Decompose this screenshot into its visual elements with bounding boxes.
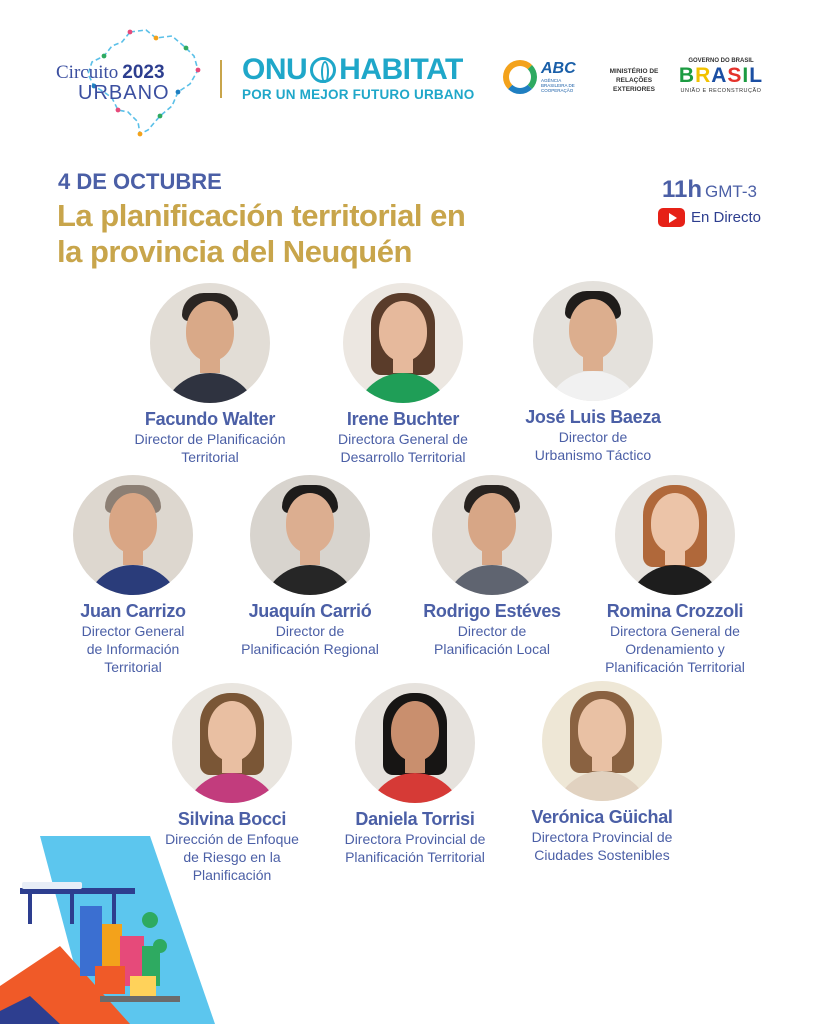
abc-logo — [503, 60, 583, 100]
ministerio-line1: MINISTÉRIO DE — [609, 68, 659, 75]
speaker-name: Romina Crozzoli — [606, 601, 744, 621]
speaker-name: Rodrigo Estéves — [423, 601, 561, 621]
speaker-card — [215, 475, 405, 658]
speaker-name: Silvina Bocci — [177, 809, 287, 829]
speaker-role-line1: Director de — [457, 623, 527, 639]
speaker-role-line2: Planificación Territorial — [345, 849, 485, 865]
brasil-letter: S — [727, 64, 743, 87]
speaker-name: Irene Buchter — [346, 409, 460, 429]
event-timezone: GMT-3 — [705, 182, 757, 201]
speaker-photo — [355, 683, 475, 803]
brasil-top-text: GOVERNO DO BRASIL — [688, 58, 754, 64]
brasil-letter: R — [695, 64, 712, 87]
circuito-urbano-logo — [52, 26, 202, 138]
speaker-name: Facundo Walter — [144, 409, 276, 429]
speaker-photo — [73, 475, 193, 595]
speaker-role-line1: Directora General de — [610, 623, 740, 639]
header-divider — [220, 60, 222, 98]
un-globe-icon — [310, 57, 336, 83]
speaker-role-line2: de Riesgo en la — [183, 849, 281, 865]
speaker-role-line3: Territorial — [104, 659, 162, 675]
speaker-role-line2: Urbanismo Táctico — [534, 447, 652, 463]
speaker-role-line2: Planificación Local — [434, 641, 550, 657]
speaker-role-line1: Director de Planificación — [134, 431, 286, 447]
speaker-photo — [150, 283, 270, 403]
brasil-letter: L — [749, 64, 764, 87]
speaker-name: Daniela Torrisi — [355, 809, 475, 829]
speaker-card — [498, 281, 688, 464]
brasil-letter: I — [742, 64, 750, 87]
speaker-photo — [172, 683, 292, 803]
event-title-line1: La planificación territorial en — [57, 198, 466, 233]
onu-tagline: POR UN MEJOR FUTURO URBANO — [242, 87, 475, 102]
speaker-role-line1: Director de — [275, 623, 345, 639]
speaker-card — [115, 283, 305, 466]
speaker-card — [320, 683, 510, 866]
circuito-word: Circuito — [56, 62, 119, 83]
speaker-role-line2: Ordenamiento y — [625, 641, 725, 657]
circuito-urbano-word: URBANO — [78, 82, 170, 104]
speaker-photo — [432, 475, 552, 595]
onu-word: ONU — [242, 53, 308, 86]
speaker-role-line2: Planificación Regional — [241, 641, 379, 657]
abc-name: ABC — [541, 60, 576, 77]
live-label: En Directo — [691, 209, 762, 226]
speaker-role-line2: Territorial — [181, 449, 239, 465]
ministerio-logo — [606, 67, 662, 94]
speaker-card — [38, 475, 228, 676]
speaker-role-line1: Directora General de — [338, 431, 468, 447]
circuito-year: 2023 — [122, 62, 165, 83]
speaker-card — [507, 681, 697, 864]
abc-subtitle: AGÊNCIA BRASILEIRA DE COOPERAÇÃO — [541, 78, 575, 93]
brasil-bottom-text: UNIÃO E RECONSTRUÇÃO — [680, 88, 762, 94]
governo-brasil-logo — [676, 58, 766, 94]
speaker-name: Juaquín Carrió — [248, 601, 372, 621]
speaker-role-line2: Ciudades Sostenibles — [534, 847, 670, 863]
speaker-card — [397, 475, 587, 658]
speaker-photo — [250, 475, 370, 595]
onu-habitat-logo — [242, 55, 474, 102]
habitat-word: HABITAT — [339, 53, 463, 86]
speaker-role-line2: Desarrollo Territorial — [340, 449, 466, 465]
brasil-letter: B — [678, 64, 696, 87]
ministerio-line3: EXTERIORES — [613, 86, 655, 93]
abc-ring-icon — [503, 60, 537, 94]
ministerio-line2: RELAÇÕES — [615, 77, 653, 84]
speaker-name: Verónica Güichal — [531, 807, 673, 827]
brasil-letter: A — [711, 64, 728, 87]
live-stream-link[interactable] — [658, 208, 761, 227]
event-title — [57, 198, 577, 270]
youtube-play-icon — [658, 208, 685, 227]
speaker-role-line1: Directora Provincial de — [344, 831, 486, 847]
speaker-name: José Luis Baeza — [525, 407, 661, 427]
speaker-role-line3: Planificación — [192, 867, 272, 883]
speaker-card — [580, 475, 770, 676]
event-title-line2: la provincia del Neuquén — [57, 234, 412, 269]
speaker-name: Juan Carrizo — [80, 601, 186, 621]
speaker-photo — [533, 281, 653, 401]
speaker-role-line1: Directora Provincial de — [531, 829, 673, 845]
event-time — [662, 176, 757, 204]
event-hour: 11h — [662, 176, 703, 203]
speaker-role-line3: Planificación Territorial — [605, 659, 745, 675]
speaker-photo — [615, 475, 735, 595]
event-date: 4 DE OCTUBRE — [58, 169, 222, 194]
speaker-card — [308, 283, 498, 466]
speaker-role-line1: Director General — [81, 623, 185, 639]
speaker-role-line1: Director de — [558, 429, 628, 445]
city-illustration — [0, 836, 215, 1024]
speaker-role-line1: Dirección de Enfoque — [165, 831, 299, 847]
brasil-wordmark — [676, 64, 766, 88]
speaker-photo — [343, 283, 463, 403]
speaker-photo — [542, 681, 662, 801]
speaker-role-line2: de Información — [86, 641, 180, 657]
